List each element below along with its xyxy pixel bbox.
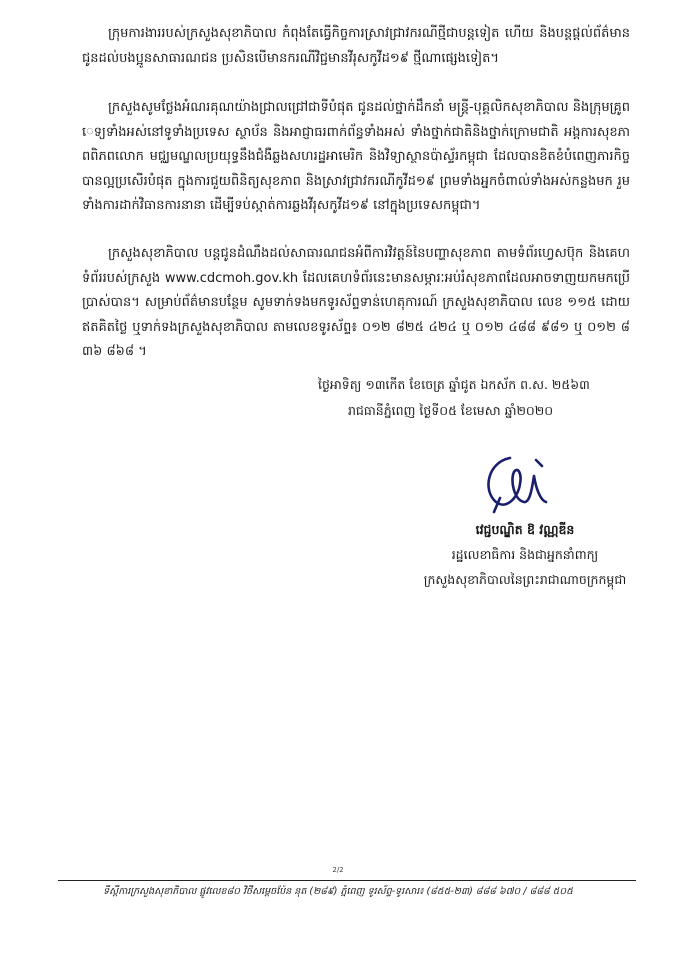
- signer-ministry: ក្រសួងសុខាភិបាលនៃព្រះរាជាណាចក្រកម្ពុជា: [423, 572, 627, 587]
- signer-title: រដ្ឋលេខាធិការ និងជាអ្នកនាំពាក្យ: [451, 547, 599, 562]
- footer-address: ទីស្តីការក្រសួងសុខាភិបាល ផ្លូវលេខ៨០ វិថីសម្តេចប៉ែន នុត (២៨៩) ភ្នំពេញ ទូរស័ព្ទ-ទូរសារ៖ (៨៥៥-២៣) ៨៨៨ ៦៧០ / ៨៨៨ ៥០៥: [103, 886, 573, 897]
- page-number: 2/2: [332, 866, 344, 874]
- signer-name: វេជ្ជបណ្ឌិត ឱ វណ្ណឌីន: [475, 522, 575, 537]
- date-block: [318, 372, 638, 424]
- signer-block: [400, 517, 650, 592]
- footer-divider: [58, 880, 636, 881]
- solar-date: រាជធានីភ្នំពេញ ថ្ងៃទី០៥ ខែមេសា ឆ្នាំ២០២០: [348, 403, 554, 418]
- paragraph-acknowledgement: ក្រសួងសូមថ្លែងអំណរគុណយ៉ាងជ្រាលជ្រៅជាទីបំផុត ជូនដល់ថ្នាក់ដឹកនាំ មន្ត្រី-បុគ្គលិកសុខាភិបាល និងក្រុមគ្រូពេទ្យទាំងអស់នៅទូទាំងប្រទេស ស្ថាប័ន និងអាជ្ញាធរពាក់ព័ន្ធទាំងអស់ ទាំងថ្នាក់ជាតិនិងថ្នាក់ក្រោមជាតិ អង្គការសុខភាពពិភពលោក មជ្ឈមណ្ឌលប្រយុទ្ធនឹងជំងឺឆ្លងសហរដ្ឋអាមេរិក និងវិទ្យាស្ថានប៉ាស្ទ័រកម្ពុជា ដែលបានខិតខំបំពេញភារកិច្ចបានល្អប្រសើរបំផុត ក្នុងការជួយពិនិត្យសុខភាព និងស្រាវជ្រាវករណីកូវីដ១៩ ព្រមទាំងអ្នកចំពាល់ទាំងអស់កន្លងមក រួមទាំងការដាក់វិធានការនានា ដើម្បីទប់ស្កាត់ការឆ្លងវីរុសកូវីដ១៩ នៅក្នុងប្រទេសកម្ពុជា។: [82, 100, 630, 213]
- lunar-date: ថ្ងៃអាទិត្យ ១៣កើត ខែចេត្រ ឆ្នាំជូត ឯកស័ក ព.ស. ២៥៦៣: [318, 377, 590, 392]
- paragraph-ongoing-investigation: ក្រុមការងាររបស់ក្រសួងសុខាភិបាល កំពុងតែធ្វើកិច្ចការស្រាវជ្រាវករណីថ្មីជាបន្តទៀត ហើយ និងបន្តផ្តល់ព័ត៌មានជូនដល់បងប្អូនសាធារណជន ប្រសិនបើមានករណីវិជ្ជមានវីរុសកូវីដ១៩ ថ្មីណាផ្សេងទៀត។: [82, 26, 630, 66]
- paragraph-contact-info: ក្រសួងសុខាភិបាល បន្តជូនដំណឹងដល់សាធារណជនអំពីការវិវត្តន៍នៃបញ្ហាសុខភាព តាមទំព័រហ្វេសប៊ុក និងគេហទំព័ររបស់ក្រសួង www.cdcmoh.gov.kh ដែលគេហទំព័រនេះមានសម្ភារៈអប់រំសុខភាពដែលអាចទាញយកមកប្រើប្រាស់បាន។ សម្រាប់ព័ត៌មានបន្ថែម សូមទាក់ទងមកទូរស័ព្ទទាន់ហេតុការណ៍ ក្រសួងសុខាភិបាល លេខ ១១៥ ដោយឥតគិតថ្លៃ ឬទាក់ទងក្រសួងសុខាភិបាល តាមលេខទូរស័ព្ទ៖ ០១២ ៨២៥ ៤២៤ ឬ ០១២ ៤៨៨ ៩៨១ ឬ ០១២ ៨៣៦ ៨៦៨ ។: [82, 246, 630, 359]
